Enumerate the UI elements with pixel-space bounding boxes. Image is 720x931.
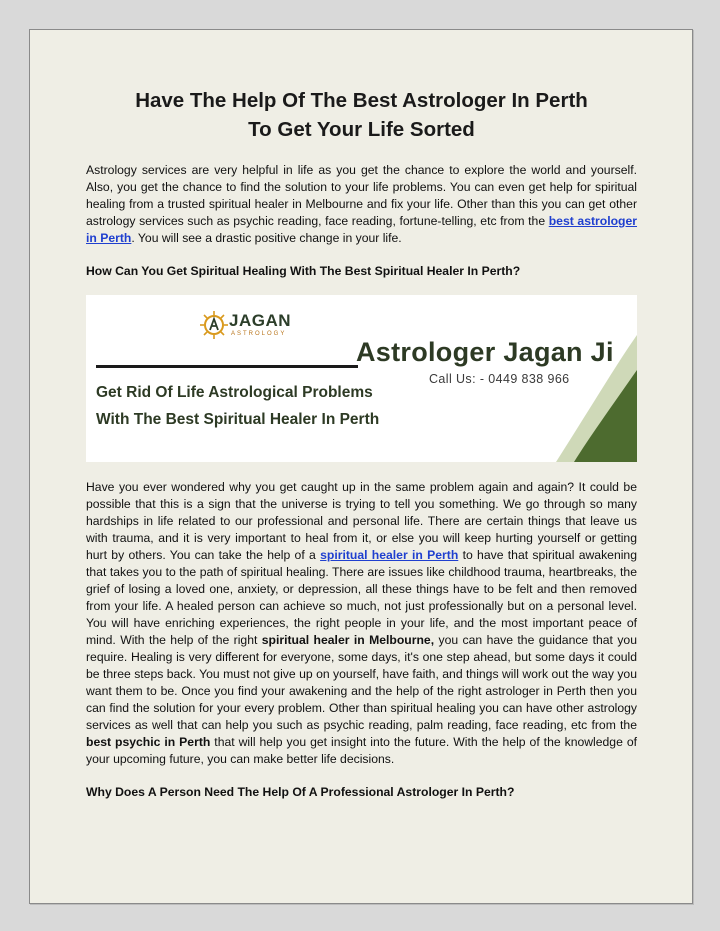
banner-brand-name: Astrologer Jagan Ji bbox=[356, 337, 614, 367]
document-page bbox=[29, 29, 693, 904]
main-text-1: Have you ever wondered why you get caught up in the same problem again and again? It could be possible that this is a sign that the universe is trying to tell you something. We go through so many hardships in life related to our professional and personal life. There are certain things that leave us with trauma, and it is very important to heal from it, or else you will keep hurting yourself or getting hurt by others. You can take the help of a bbox=[86, 480, 637, 562]
main-text-2: to have that spiritual awakening that takes you to the path of spiritual healing. There are issues like childhood trauma, heartbreaks, the grief of losing a loved one, anxiety, or depression, all these things have to be felt and then removed from your life. A healed person can achieve so much, not just professionally but on a personal level. You will have enriching experiences, the right people in your life, and the most important peace of mind. With the help of the right bbox=[86, 548, 637, 647]
banner-tagline-1: Get Rid Of Life Astrological Problems bbox=[96, 384, 373, 401]
intro-text-1: Astrology services are very helpful in life as you get the chance to explore the world and yourself. Also, you get the chance to find the solution to your life problems. You can even get help for spiritual healing from a trusted spiritual healer in Melbourne and fix your life. Other than this you can get other astrology services such as psychic reading, face reading, fortune-telling, etc from the bbox=[86, 163, 637, 228]
main-text-3: you can have the guidance that you require. Healing is very different for everyone, some days, it's one step ahead, but some days it could be three steps back. You must not give up on yourself, have faith, and things will work out the way you want them to be. Once you find your awakening and the help of the right astrologer in Perth then you can find the solution for your every problem. Other than spiritual healing you can have other astrology services as well that can help you such as psychic reading, palm reading, face reading, etc from the bbox=[86, 633, 637, 732]
intro-paragraph bbox=[86, 162, 637, 247]
page-content bbox=[86, 86, 637, 801]
banner-tagline-2: With The Best Spiritual Healer In Perth bbox=[96, 411, 380, 428]
sun-emblem-icon bbox=[199, 310, 229, 340]
section-heading-professional-astrologer: Why Does A Person Need The Help Of A Professional Astrologer In Perth? bbox=[86, 785, 515, 799]
best-astrologer-link[interactable]: best astrologer in Perth bbox=[86, 214, 638, 245]
promo-banner-image bbox=[86, 295, 637, 462]
intro-text-2: . You will see a drastic positive change in your life. bbox=[131, 231, 402, 245]
bold-best-psychic-perth: best psychic in Perth bbox=[86, 735, 211, 749]
banner-phone: Call Us: - 0449 838 966 bbox=[429, 372, 570, 386]
page-title-line1: Have The Help Of The Best Astrologer In Perth bbox=[135, 89, 588, 112]
main-paragraph bbox=[86, 479, 637, 768]
banner-divider bbox=[96, 365, 358, 368]
main-text-4: that will help you get insight into the future. With the help of the knowledge of your upcoming future, you can make better life decisions. bbox=[86, 735, 637, 766]
logo-subtitle: ASTROLOGY bbox=[231, 331, 287, 337]
spiritual-healer-perth-link[interactable]: spiritual healer in Perth bbox=[320, 548, 459, 562]
page-title-line2: To Get Your Life Sorted bbox=[248, 118, 475, 141]
brand-logo bbox=[199, 310, 309, 344]
logo-title: JAGAN bbox=[229, 311, 292, 330]
page-title bbox=[86, 86, 637, 144]
section-heading-spiritual-healing: How Can You Get Spiritual Healing With The Best Spiritual Healer In Perth? bbox=[86, 264, 521, 278]
bold-spiritual-healer-melbourne: spiritual healer in Melbourne, bbox=[261, 633, 435, 647]
